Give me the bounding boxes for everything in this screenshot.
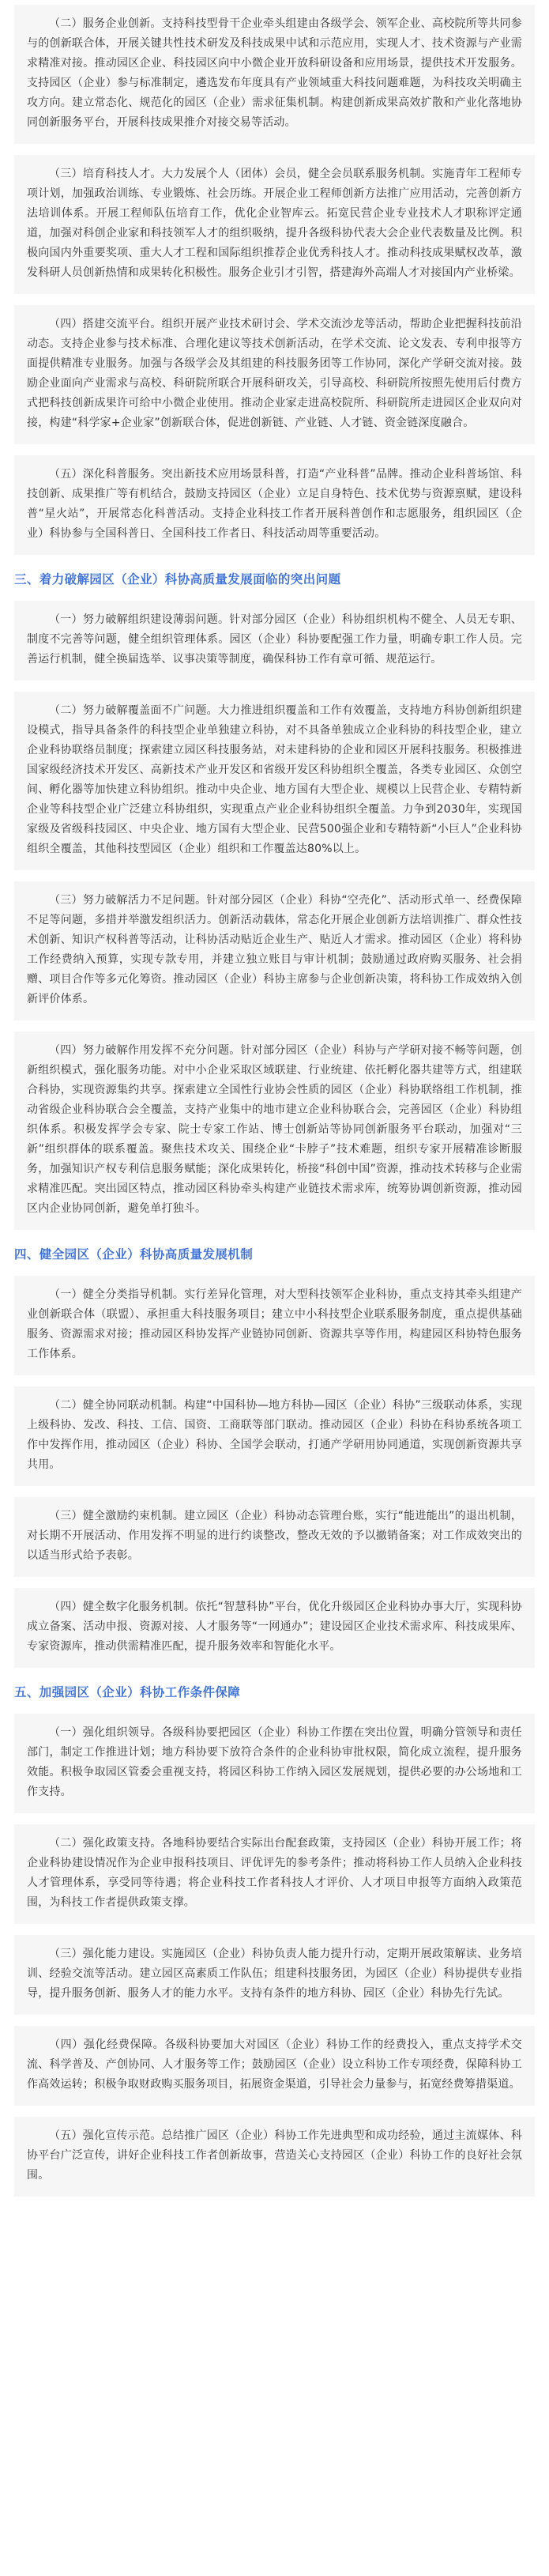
paragraph-card — [14, 1935, 535, 2015]
paragraph-card — [14, 2117, 535, 2197]
paragraph-card — [14, 881, 535, 1020]
paragraph-text: （二）努力破解覆盖面不广问题。大力推进组织覆盖和工作有效覆盖，支持地方科协创新组织建设模式，指导具备条件的科技型企业单独建立科协，对不具备单独成立企业科协的科技型企业，建立企业科协联络员制度；探索建立园区科技服务站，对未建科协的企业和园区开展科技服务。积极推进国家级经济技术开发区、高新技术产业开发区和省级开发区科协组织全覆盖，各类专业园区、众创空间、孵化器等加快建立科协组织。推动中央企业、地方国有大型企业、规模以上民营企业、专精特新企业等科技型企业广泛建立科协组织，实现重点产业企业科协组织全覆盖。力争到2030年，实现国家级及省级科技园区、中央企业、地方国有大型企业、民营500强企业和专精特新“小巨人”企业科协组织全覆盖，其他科技型园区（企业）组织和工作覆盖达80%以上。 — [27, 704, 522, 855]
section-heading: 四、健全园区（企业）科协高质量发展机制 — [14, 1247, 254, 1262]
paragraph-card — [14, 1824, 535, 1924]
paragraph-text: （三）培育科技人才。大力发展个人（团体）会员，健全会员联系服务机制。实施青年工程师专项计划，加强政治训练、专业锻炼、社会历练。开展企业工程师创新方法推广应用活动，完善创新方法培训体系。开展工程师队伍培育工作，优化企业智库云。拓宽民营企业专业技术人才职称评定通道，加强对科创企业家和科技领军人才的组织吸纳，提升各级科协代表大会企业代表数量及比例。积极向国内外重要奖项、重大人才工程和国际组织推荐企业优秀科技人才。推动科技成果赋权改革，激发科研人员创新热情和成果转化积极性。服务企业引才引智，搭建海外高端人才对接国内产业桥梁。 — [27, 168, 522, 279]
paragraph-text: （四）努力破解作用发挥不充分问题。针对部分园区（企业）科协与产学研对接不畅等问题，创新组织模式，强化服务功能。对中小企业采取区域联建、行业统建、依托孵化器共建等方式，组建联合科协，实现资源集约共享。探索建立全国性行业协会性质的园区（企业）科协联络组工作机制，推动省级企业科协联合会全覆盖，支持产业集中的地市建立企业科协联合会，完善园区（企业）科协组织体系。积极发挥学会专家、院士专家工作站、博士创新站等协同创新服务平台联动，加强对“三新”组织群体的联系覆盖。聚焦技术攻关、围绕企业“卡脖子”技术难题，组织专家开展精准诊断服务，加强知识产权专利信息服务赋能；深化成果转化，桥接“科创中国”资源，推动技术转移与企业需求精准匹配。突出园区特点，推动园区科协牵头构建产业链技术需求库，统筹协调创新资源，推动园区内企业协同创新，避免单打独斗。 — [27, 1044, 522, 1215]
paragraph-text: （四）健全数字化服务机制。依托“智慧科协”平台，优化升级园区企业科协办事大厅，实现科协成立备案、活动申报、资源对接、人才服务等“一网通办”；建设园区企业技术需求库、科技成果库、专家资源库，推动供需精准匹配，提升服务效率和智能化水平。 — [27, 1601, 522, 1653]
paragraph-text: （二）服务企业创新。支持科技型骨干企业牵头组建由各级学会、领军企业、高校院所等共同参与的创新联合体，开展关键共性技术研发及科技成果中试和示范应用，实现人才、技术资源与产业需求精准对接。推动园区企业、科技园区向中小微企业开放科研设备和应用场景，提供技术开发服务。支持园区（企业）参与标准制定，遴选发布年度具有产业领域重大科技问题难题，为科技攻关明确主攻方向。建立常态化、规范化的园区（企业）需求征集机制。构建创新成果高效扩散和产业化落地协同创新服务平台，开展科技成果推介对接交易等活动。 — [27, 17, 522, 129]
paragraph-card — [14, 305, 535, 444]
paragraph-text: （一）强化组织领导。各级科协要把园区（企业）科协工作摆在突出位置，明确分管领导和责任部门，制定工作推进计划；地方科协要下放符合条件的企业科协审批权限，简化成立流程，提升服务效能。积极争取园区管委会重视支持，将园区科协工作纳入园区发展规划，提供必要的办公场地和工作支持。 — [27, 1726, 522, 1798]
paragraph-card — [14, 1588, 535, 1668]
paragraph-card — [14, 155, 535, 294]
paragraph-text: （一）努力破解组织建设薄弱问题。针对部分园区（企业）科协组织机构不健全、人员无专职、制度不完善等问题，健全组织管理体系。园区（企业）科协要配强工作力量，明确专职工作人员。完善运行机制，健全换届选举、议事决策等制度，确保科协工作有章可循、规范运行。 — [27, 613, 522, 666]
paragraph-card — [14, 1714, 535, 1813]
section-heading: 三、着力破解园区（企业）科协高质量发展面临的突出问题 — [14, 572, 341, 586]
section-heading: 五、加强园区（企业）科协工作条件保障 — [14, 1685, 241, 1699]
paragraph-text: （一）健全分类指导机制。实行差异化管理，对大型科技领军企业科协，重点支持其牵头组建产业创新联合体（联盟）、承担重大科技服务项目；建立中小科技型企业联系服务制度，重点提供基础服务、资源需求对接；推动园区科协发挥产业链协同创新、资源共享等作用，构建园区科协特色服务工作体系。 — [27, 1288, 522, 1360]
paragraph-text: （五）深化科普服务。突出新技术应用场景科普，打造“产业科普”品牌。推动企业科普场馆、科技创新、成果推广等有机结合，鼓励支持园区（企业）立足自身特色、技术优势与资源禀赋，建设科普“星火站”，开展常态化科普活动。支持企业科技工作者开展科普创作和志愿服务，组织园区（企业）科协参与全国科普日、全国科技工作者日、科技活动周等重要活动。 — [27, 468, 522, 540]
paragraph-card — [14, 1032, 535, 1230]
paragraph-card — [14, 2026, 535, 2106]
paragraph-card — [14, 5, 535, 144]
paragraph-text: （三）努力破解活力不足问题。针对部分园区（企业）科协“空壳化”、活动形式单一、经费保障不足等问题，多措并举激发组织活力。创新活动载体，常态化开展企业创新方法培训推广、群众性技术创新、知识产权科普等活动，让科协活动贴近企业生产、贴近人才需求。推动园区（企业）将科协工作经费纳入预算，实现专款专用，并建立独立账目与审计机制；鼓励通过政府购买服务、社会捐赠、项目合作等多元化筹资。推动园区（企业）科协主席参与企业创新决策，将科协工作成效纳入创新评价体系。 — [27, 894, 522, 1005]
paragraph-text: （三）健全激励约束机制。建立园区（企业）科协动态管理台账，实行“能进能出”的退出机制，对长期不开展活动、作用发挥不明显的进行约谈整改，整改无效的予以撤销备案；对工作成效突出的以适当形式给予表彰。 — [27, 1510, 522, 1562]
paragraph-card — [14, 1497, 535, 1577]
paragraph-card — [14, 1386, 535, 1486]
paragraph-text: （五）强化宣传示范。总结推广园区（企业）科协工作先进典型和成功经验，通过主流媒体、科协平台广泛宣传，讲好企业科技工作者创新故事，营造关心支持园区（企业）科协工作的良好社会氛围。 — [27, 2129, 522, 2182]
paragraph-text: （四）搭建交流平台。组织开展产业技术研讨会、学术交流沙龙等活动，帮助企业把握科技前沿动态。支持企业参与技术标准、合理化建议等技术创新活动，在学术交流、论文发表、专利申报等方面提供精准专业服务。加强与各级学会及其组建的科技服务团等工作协同，深化产学研交流对接。鼓励企业面向产业需求与高校、科研院所联合开展科研攻关，引导高校、科研院所按照先使用后付费方式把科技创新成果许可给中小微企业使用。推动企业家走进高校院所、科研院所走进园区企业双向对接，构建“科学家+企业家”创新联合体，促进创新链、产业链、人才链、资金链深度融合。 — [27, 318, 522, 429]
paragraph-card — [14, 601, 535, 681]
paragraph-card — [14, 1276, 535, 1375]
paragraph-text: （三）强化能力建设。实施园区（企业）科协负责人能力提升行动，定期开展政策解读、业务培训、经验交流等活动。建立园区高素质工作队伍；组建科技服务团，为园区（企业）科协提供专业指导，提升服务创新、服务人才的能力水平。支持有条件的地方科协、园区（企业）科协先行先试。 — [27, 1948, 522, 2000]
paragraph-card — [14, 692, 535, 870]
paragraph-card — [14, 455, 535, 555]
paragraph-text: （二）强化政策支持。各地科协要结合实际出台配套政策，支持园区（企业）科协开展工作；将企业科协建设情况作为企业申报科技项目、评优评先的参考条件；推动将科协工作人员纳入企业科技人才管理体系，享受同等待遇；将企业科技工作者科技人才评价、人才项目申报等方面纳入政策范围，为科技工作者提供政策支撑。 — [27, 1837, 522, 1909]
paragraph-text: （四）强化经费保障。各级科协要加大对园区（企业）科协工作的经费投入，重点支持学术交流、科学普及、产创协同、人才服务等工作；鼓励园区（企业）设立科协工作专项经费，保障科协工作高效运转；积极争取财政购买服务项目，拓展资金渠道，引导社会力量参与，拓宽经费筹措渠道。 — [27, 2039, 522, 2091]
paragraph-text: （二）健全协同联动机制。构建“中国科协—地方科协—园区（企业）科协”三级联动体系，实现上级科协、发改、科技、工信、国资、工商联等部门联动。推动园区（企业）科协在科协系统各项工作中发挥作用，推动园区（企业）科协、全国学会联动，打通产学研用协同通道，实现创新资源共享共用。 — [27, 1399, 522, 1471]
